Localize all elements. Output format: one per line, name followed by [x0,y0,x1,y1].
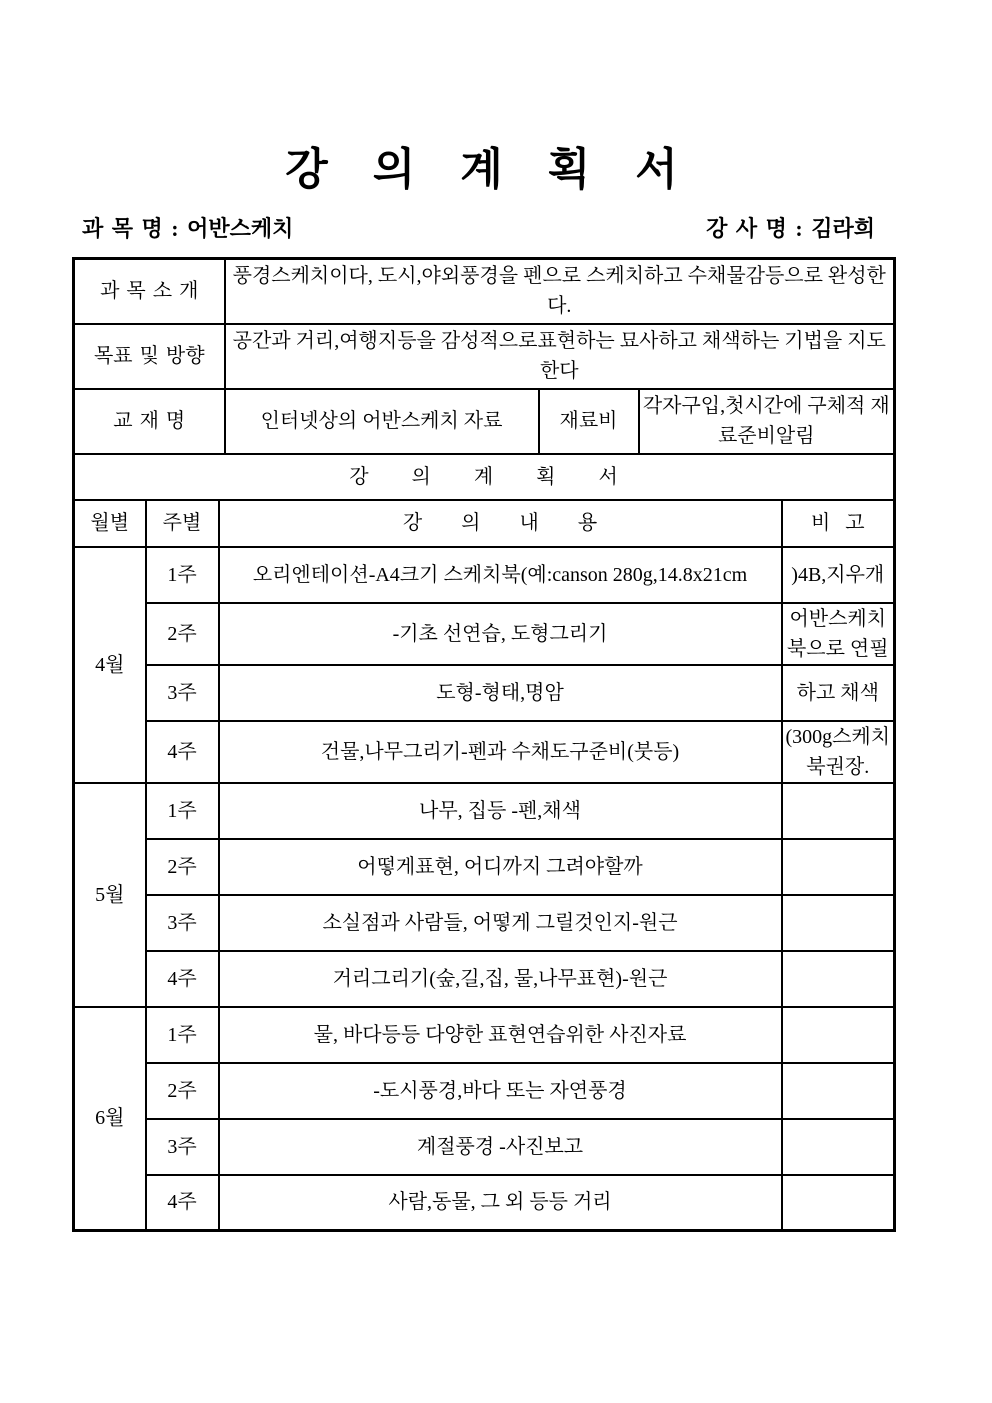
note-cell [782,839,895,895]
note-cell: )4B,지우개 [782,547,895,603]
goal-label: 목표 및 방향 [74,324,225,389]
table-row [74,259,895,324]
content-cell: -기초 선연습, 도형그리기 [219,603,782,665]
content-column-header: 강 의 내 용 [219,500,782,547]
week-cell: 1주 [146,547,219,603]
schedule-row [74,783,895,839]
week-cell: 4주 [146,721,219,783]
week-cell: 1주 [146,783,219,839]
course-intro-label: 과 목 소 개 [74,259,225,324]
note-cell: (300g스케치 북권장. [782,721,895,783]
course-intro-content: 풍경스케치이다, 도시,야외풍경을 펜으로 스케치하고 수채물감등으로 완성한다. [225,259,895,324]
week-cell: 3주 [146,1119,219,1175]
schedule-row [74,1175,895,1231]
lecture-plan-table [72,257,896,1232]
table-row [74,389,895,454]
content-cell: 건물,나무그리기-펜과 수채도구준비(붓등) [219,721,782,783]
goal-content: 공간과 거리,여행지등을 감성적으로표현하는 묘사하고 채색하는 기법을 지도한다 [225,324,895,389]
content-cell: 도형-형태,명암 [219,665,782,721]
course-name-line [82,212,293,243]
content-cell: -도시풍경,바다 또는 자연풍경 [219,1063,782,1119]
note-cell [782,1063,895,1119]
month-cell-may: 5월 [74,783,146,1007]
note-cell [782,1007,895,1063]
document-content [72,145,893,1232]
note-cell [782,1175,895,1231]
week-cell: 3주 [146,895,219,951]
schedule-row [74,603,895,665]
week-cell: 2주 [146,839,219,895]
schedule-row [74,895,895,951]
course-name-label: 과 목 명 : [82,216,179,241]
note-cell [782,783,895,839]
instructor-line [706,212,875,243]
schedule-row [74,547,895,603]
week-cell: 4주 [146,951,219,1007]
page-title: 강 의 계 획 서 [285,145,680,194]
material-fee-content: 각자구입,첫시간에 구체적 재료준비알림 [639,389,895,454]
schedule-banner: 강 의 계 획 서 [74,454,895,500]
table-row [74,454,895,500]
week-column-header: 주별 [146,500,219,547]
instructor-label: 강 사 명 : [706,216,803,241]
month-column-header: 월별 [74,500,146,547]
schedule-row [74,721,895,783]
schedule-row [74,665,895,721]
schedule-row [74,1007,895,1063]
schedule-row [74,1119,895,1175]
note-cell: 어반스케치 북으로 연필 [782,603,895,665]
material-fee-label: 재료비 [539,389,639,454]
note-column-header: 비 고 [782,500,895,547]
content-cell: 계절풍경 -사진보고 [219,1119,782,1175]
textbook-label: 교 재 명 [74,389,225,454]
textbook-content: 인터넷상의 어반스케치 자료 [225,389,539,454]
content-cell: 소실점과 사람들, 어떻게 그릴것인지-원근 [219,895,782,951]
week-cell: 4주 [146,1175,219,1231]
content-cell: 사람,동물, 그 외 등등 거리 [219,1175,782,1231]
note-cell [782,1119,895,1175]
schedule-row [74,1063,895,1119]
content-cell: 물, 바다등등 다양한 표현연습위한 사진자료 [219,1007,782,1063]
schedule-row [74,951,895,1007]
month-cell-april: 4월 [74,547,146,783]
week-cell: 2주 [146,1063,219,1119]
note-cell [782,895,895,951]
instructor-value: 김라희 [811,216,875,241]
course-name-value: 어반스케치 [187,216,294,241]
content-cell: 나무, 집등 -펜,채색 [219,783,782,839]
course-meta-row [72,212,893,243]
schedule-row [74,839,895,895]
week-cell: 3주 [146,665,219,721]
table-header-row [74,500,895,547]
content-cell: 어떻게표현, 어디까지 그려야할까 [219,839,782,895]
content-cell: 거리그리기(숲,길,집, 물,나무표현)-원근 [219,951,782,1007]
note-cell [782,951,895,1007]
month-cell-june: 6월 [74,1007,146,1231]
content-cell: 오리엔테이션-A4크기 스케치북(예:canson 280g,14.8x21cm [219,547,782,603]
table-row [74,324,895,389]
week-cell: 2주 [146,603,219,665]
note-cell: 하고 채색 [782,665,895,721]
week-cell: 1주 [146,1007,219,1063]
